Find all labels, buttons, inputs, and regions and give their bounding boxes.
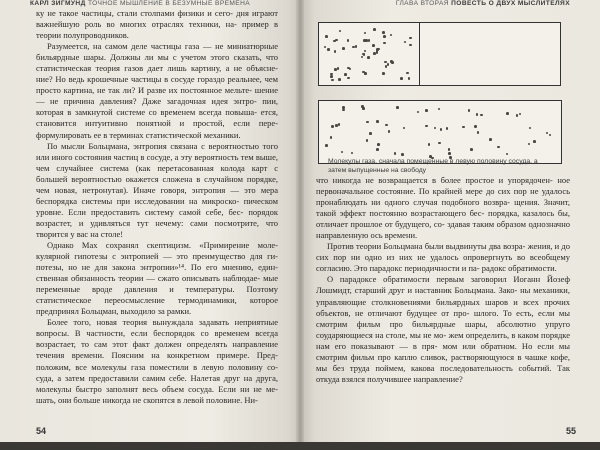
- left-body-text: [36, 8, 278, 406]
- molecule-dot: [474, 125, 477, 128]
- text-line: радокс обратимости.: [481, 263, 557, 274]
- molecule-dot: [383, 42, 386, 45]
- molecule-dot: [440, 128, 443, 131]
- molecule-dot: [376, 148, 379, 151]
- text-line: шать, они больше никогда не скопятся в левой половине. Ни-: [36, 394, 258, 405]
- text-line: По мысли Больцмана, энтропия связана с вероятностью: [47, 140, 259, 151]
- molecule-dot: [334, 68, 337, 71]
- molecule-dot: [364, 32, 367, 35]
- molecule-dot: [417, 111, 420, 114]
- text-line: возрастает, то сам этот факт должен определять направление: [36, 339, 278, 350]
- text-line: что творится у вас на столе!: [36, 217, 279, 239]
- molecule-dot: [387, 63, 390, 66]
- text-line: какова последовательность событий. Так откуда взялся: [316, 362, 571, 384]
- molecule-dot: [506, 153, 509, 156]
- molecule-dot: [334, 50, 337, 53]
- container-left-half-filled: [318, 22, 420, 86]
- text-line: порядок возрастет, и удивляться тут нечему: сами посмотрите,: [36, 206, 278, 228]
- molecule-dot: [367, 56, 370, 59]
- molecule-dot: [448, 152, 451, 155]
- molecule-dot: [497, 146, 500, 149]
- molecule-dot: [337, 67, 340, 70]
- molecule-dot: [369, 132, 372, 135]
- text-line: пическом уровне. Если предоставить систему самой себе, бес-: [36, 195, 278, 217]
- molecule-dot: [377, 143, 380, 146]
- text-line: карт с большей вероятностью окажется сложена в случайном: [36, 162, 279, 184]
- molecule-dot: [361, 56, 364, 59]
- text-line: пример в теории полупроводников.: [36, 19, 279, 41]
- text-line: вопросы. В частности, если беспорядок со временем всегда: [36, 328, 278, 339]
- figure-caption: Молекулы газа, сначала помещенные в левую половину сосуда, а затем выпущенные на свободу: [328, 158, 538, 174]
- book-gutter: [296, 0, 304, 442]
- molecule-dot: [390, 60, 393, 63]
- molecule-dot: [352, 46, 355, 49]
- text-line: шаров и всех прочих объектов, не отличают будущее от про-: [316, 296, 571, 318]
- molecule-dot: [428, 143, 431, 146]
- molecule-dot: [382, 31, 385, 34]
- text-line: мом или обратном. Но если мы смотрим фильм про каплю: [316, 340, 570, 362]
- text-line: Однако Мах сохранял скептицизм. «Примирение моле-: [47, 239, 278, 250]
- molecule-dot: [373, 28, 376, 31]
- molecule-dot: [341, 151, 344, 154]
- text-line: Йозеф Лошмидт, старший друг и наставник Больцмана. Зако-: [316, 274, 570, 296]
- empty-right-half: [419, 22, 561, 86]
- text-line: шары, абсолютно упруго соударяющиеся на столе, мы не мо-: [316, 318, 570, 340]
- text-line: О парадоксе обратимости первым заговорил Иоганн: [327, 274, 541, 285]
- text-line: жения, и до сих пор ни одно из них не удалось опровергнуть: [316, 241, 570, 263]
- molecule-dot: [342, 109, 345, 112]
- molecule-dot: [448, 148, 451, 151]
- text-line: ственная обязанность теории — сжато описывать наблюдае-: [36, 273, 261, 284]
- text-line: статистическое переосмысление термодинамики, которое: [36, 295, 278, 306]
- molecule-dot: [365, 39, 368, 42]
- molecule-dot: [372, 44, 375, 47]
- molecule-dot: [351, 152, 354, 155]
- text-line: не удалось пронаблюдать ни одного случая подобного возвра-: [316, 186, 571, 208]
- right-body-text: [316, 175, 570, 385]
- text-line: дня играют важнейшую роль во многих отраслях техники, на-: [36, 8, 279, 30]
- molecule-dot: [347, 77, 350, 80]
- left-page-number: 54: [36, 426, 47, 436]
- text-line: кулярной гипотезы с энтропией — это преимущество для ги-: [36, 251, 278, 262]
- molecule-dot: [409, 37, 412, 40]
- molecule-dot: [519, 113, 522, 116]
- text-line: это мера беспорядка системы при исследовании на микроско-: [36, 184, 278, 206]
- text-line: что никогда не возвращается в более простое и упорядочен-: [316, 175, 553, 185]
- text-line: ние? Но ведь крошечные частицы в сосуде гораздо реальнее,: [36, 74, 262, 85]
- text-line: статистическая теория газов дает лишь картину, а не объясне-: [36, 63, 278, 74]
- molecule-dot: [438, 108, 441, 111]
- molecule-dot: [383, 35, 386, 38]
- molecule-dot: [366, 121, 369, 124]
- text-line: здавая таким образом однозначно направленную ось времени.: [316, 219, 570, 241]
- text-line: ны механики, управляющие столкновениями бильярдных: [316, 285, 570, 307]
- molecule-dot: [331, 79, 334, 82]
- text-line: формулировать ее в терминах статистической механики.: [36, 129, 241, 140]
- molecule-dot: [409, 44, 412, 47]
- chapter-label: ГЛАВА ВТОРАЯ: [395, 0, 449, 7]
- molecule-dot: [344, 73, 347, 76]
- text-line: во всеобщему согласию. Это парадокс периодичности и па-: [316, 252, 571, 274]
- molecule-dot: [477, 131, 480, 134]
- molecule-dot: [394, 152, 397, 155]
- molecule-dot: [438, 142, 441, 145]
- text-line: порядке, чем новая, нетронутая). Иначе говоря, энтропия —: [36, 173, 278, 195]
- molecule-dot: [355, 45, 358, 48]
- book-title: ТОЧНОЕ МЫШЛЕНИЕ В БЕЗУМНЫЕ ВРЕМЕНА: [87, 0, 251, 7]
- gas-molecules-figure: [318, 22, 558, 164]
- molecule-dot: [347, 39, 350, 42]
- molecule-dot: [403, 127, 406, 130]
- molecule-dot: [376, 120, 379, 123]
- text-line: жем определить, в каком порядке нам его показывают — в пря-: [316, 329, 570, 351]
- molecule-dot: [335, 124, 338, 127]
- text-line: чем просто картина, не так ли? И разве их постоянное мельте-: [36, 74, 279, 96]
- text-line: потезы, но не для закона энтропии»¹⁴. По его мнению, един-: [36, 262, 278, 273]
- chapter-title: ПОВЕСТЬ О ДВУХ МЫСЛИТЕЛЯХ: [451, 0, 570, 7]
- molecule-dot: [528, 143, 531, 146]
- molecule-dot: [361, 105, 364, 108]
- molecule-dot: [516, 114, 519, 117]
- molecule-dot: [404, 41, 407, 44]
- container-fully-filled: [318, 100, 562, 164]
- molecule-dot: [382, 72, 385, 75]
- text-line: Разумеется, на самом деле частицы газа — не миниатюрные: [47, 41, 278, 52]
- text-line: сливок, растворяющуюся в чашке кофе, мы без труда поймем,: [316, 351, 570, 373]
- text-line: Против теории Больцмана были выдвинуты два возра-: [327, 241, 526, 252]
- text-line: положим, все молекулы газа поместили в левую половину со-: [36, 361, 278, 372]
- molecule-dot: [401, 153, 404, 156]
- molecule-dot: [549, 134, 552, 137]
- text-line: ется, становится интуитивно понятной и простой, если пере-: [36, 107, 279, 129]
- molecule-dot: [506, 112, 509, 115]
- molecule-dot: [327, 48, 330, 51]
- molecule-dot: [330, 136, 333, 139]
- text-line: мые переменные вроде давления и температуры. Поэтому: [36, 273, 278, 295]
- molecule-dot: [408, 77, 411, 80]
- molecule-dot: [390, 34, 393, 37]
- left-page: [0, 0, 300, 442]
- author-name: КАРЛ ЗИГМУНД: [30, 0, 86, 7]
- text-line: тем выше, чем случайнее система (как перетасованная колода: [36, 151, 278, 173]
- text-line: бильярдные шары. Должны ли мы с учетом этого сказать, что: [36, 52, 278, 63]
- text-line: порядка, казалось бы, отличает прошлое от будущего, со-: [316, 208, 570, 230]
- text-line: пии, которая в замкнутой системе со временем всегда повыша-: [36, 96, 278, 118]
- molecule-dot: [425, 109, 428, 112]
- text-line: предпринял Больцман, выходило за рамки.: [36, 306, 192, 317]
- molecule-dot: [462, 126, 465, 129]
- text-line: суда, а затем предоставили самим себе. Налетая друг на друга,: [36, 372, 278, 383]
- molecule-dot: [425, 125, 428, 128]
- molecule-dot: [388, 130, 391, 133]
- molecule-dot: [364, 72, 367, 75]
- text-line: щения. Значит, такой эффект постоянно возрастающего бес-: [316, 197, 570, 219]
- molecule-dot: [434, 127, 437, 130]
- right-page: [300, 0, 600, 442]
- molecule-dot: [376, 51, 379, 54]
- right-page-number: 55: [565, 426, 576, 436]
- molecule-dot: [406, 72, 409, 75]
- molecule-dot: [396, 106, 399, 109]
- molecule-dot: [546, 132, 549, 135]
- text-line: шлого. То есть, если мы смотрим фильм про бильярдные: [316, 307, 571, 329]
- molecule-dot: [342, 47, 345, 50]
- molecule-dot: [339, 30, 342, 33]
- molecule-dot: [489, 138, 492, 141]
- text-line: молекулы быстро заполнят весь объем сосуда. Если ни не ме-: [36, 383, 278, 394]
- text-line: ное первоначальное состояние. По крайней мере до сих пор: [316, 175, 570, 197]
- molecule-dot: [366, 139, 369, 142]
- molecule-dot: [470, 148, 473, 151]
- text-line: Более того, новая теория вынуждала задавать неприятные: [47, 317, 278, 328]
- molecule-dot: [480, 114, 483, 117]
- molecule-dot: [446, 127, 449, 130]
- molecule-dot: [331, 125, 334, 128]
- text-line: течения времени. Поясним на конкретном примере. Пред-: [36, 350, 278, 361]
- text-line: ку не такое частицы, стали столпами физики и сего-: [36, 8, 233, 18]
- molecule-dot: [385, 124, 388, 127]
- text-line: получившее направление?: [367, 373, 463, 384]
- molecule-dot: [338, 78, 341, 81]
- molecule-dot: [325, 144, 328, 147]
- text-line: шение — не причина давления? Даже загадочная идея энтро-: [36, 85, 278, 107]
- text-line: того или иного состояния частиц в сосуде, а эту вероятность: [36, 140, 278, 162]
- molecule-dot: [476, 113, 479, 116]
- molecule-dot: [330, 75, 333, 78]
- molecule-dot: [400, 77, 403, 80]
- molecule-dot: [533, 140, 536, 143]
- molecule-dot: [325, 35, 328, 38]
- molecule-dot: [338, 123, 341, 126]
- molecule-dot: [324, 46, 327, 49]
- molecule-dot: [368, 39, 371, 42]
- molecule-dot: [529, 127, 532, 130]
- molecule-dot: [335, 39, 338, 42]
- right-running-head: [396, 0, 570, 9]
- molecule-dot: [468, 109, 471, 112]
